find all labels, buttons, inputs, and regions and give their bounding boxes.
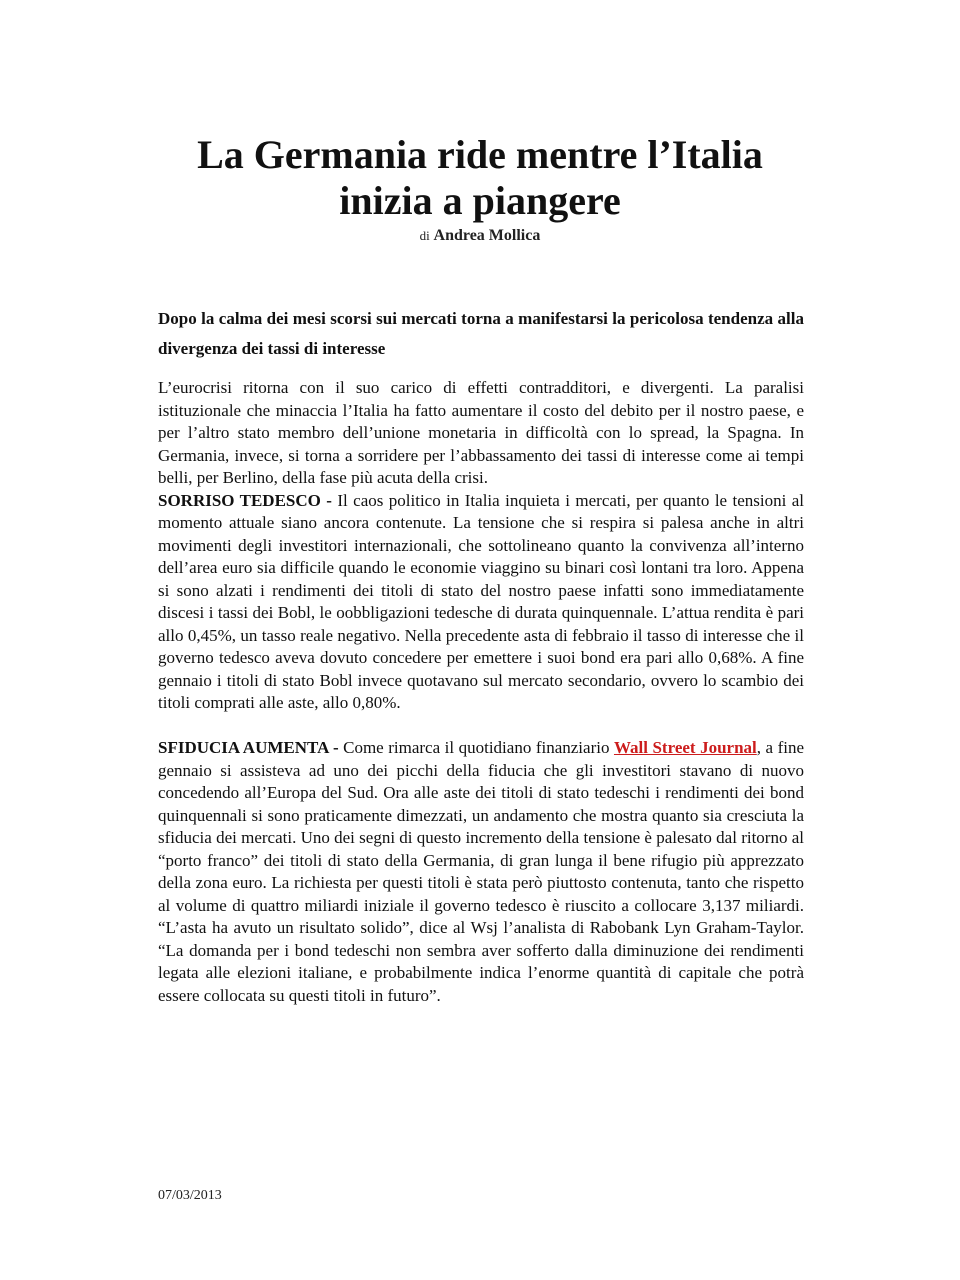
section-sorriso-tedesco	[158, 490, 804, 715]
intro-paragraph: L’eurocrisi ritorna con il suo carico di effetti contradditori, e divergenti. La paralisi istituzionale che minaccia l’Italia ha fatto aumentare il costo del debito per il nostro paese, e per l’altro stato membro dell’unione monetaria in difficoltà con lo spread, la Spagna. In Germania, invece, si torna a sorridere per l’abbassamento dei tassi di interesse come ai tempi belli, per Berlino, della fase più acuta della crisi.	[158, 378, 804, 487]
article-title-line-2: inizia a piangere	[339, 178, 621, 223]
document-date: 07/03/2013	[158, 1188, 222, 1203]
byline-prefix: di	[419, 228, 430, 243]
section-text-sorriso-tedesco: Il caos politico in Italia inquieta i mercati, per quanto le tensioni al momento attuale siano ancora contenute. La tensione che si respira si palesa anche in altri movimenti degli investitori internazionali, che sottolineano quanto la convivenza all’interno dell’area euro sia difficile quando le economie viaggino su binari così lontani tra loro. Appena si sono alzati i rendimenti dei titoli di stato del nostro paese infatti sono immediatamente discesi i tassi dei Bobl, le oobbligazioni tedesche di durata quinquennale. L’attua rendita è pari allo 0,45%, un tasso reale negativo. Nella precedente asta di febbraio il tasso di interesse che il governo tedesco aveva dovuto concedere per emettere i suoi bond era pari allo 0,68%. A fine gennaio i titoli di stato Bobl invece quotavano sul mercato secondario, ovvero lo scambio dei titoli comprati alle aste, allo 0,80%.	[158, 490, 805, 712]
section-intro-sfiducia-aumenta: Come rimarca il quotidiano finanziario	[343, 738, 610, 757]
section-heading-sorriso-tedesco: SORRISO TEDESCO -	[158, 490, 332, 510]
section-heading-sfiducia-aumenta: SFIDUCIA AUMENTA -	[158, 738, 339, 757]
byline	[0, 227, 960, 245]
author-name: Andrea Mollica	[433, 227, 541, 244]
section-text-sfiducia-aumenta: , a fine gennaio si assisteva ad uno dei picchi della fiducia che gli investitori stavano di nuovo concedendo all’Europa del Sud. Ora alle aste dei titoli di stato tedeschi i rendimenti dei bond quinquennali si sono praticamente dimezzati, un andamento che mostra quanto sia cresciuta la sfiducia dei mercati. Uno dei segni di questo incremento della tensione è palesato dal ritorno al “porto franco” dei titoli di stato della Germania, di gran lunga il bene rifugio più apprezzato della zona euro. La richiesta per questi titoli è stata però piuttosto contenuta, tanto che rispetto al volume di quattro miliardi iniziale il governo tedesco è riuscito a collocare 3,137 miliardi. “L’asta ha avuto un risultato solido”, dice al Wsj l’analista di Rabobank Lyn Graham-Taylor. “La domanda per i bond tedeschi non sembra aver sofferto dalla diminuzione dei rendimenti legata alle elezioni italiane, e probabilmente indica l’enorme quantità di capitale che potrà essere collocata su questi titoli in futuro”.	[158, 738, 805, 1005]
article-title	[120, 132, 840, 224]
article-subtitle: Dopo la calma dei mesi scorsi sui mercati torna a manifestarsi la pericolosa tendenza alla divergenza dei tassi di interesse	[158, 309, 804, 358]
wall-street-journal-link[interactable]: Wall Street Journal	[613, 738, 757, 757]
section-sfiducia-aumenta	[158, 737, 804, 1007]
article-body	[158, 377, 804, 1007]
article-title-line-1: La Germania ride mentre l’Italia	[197, 132, 763, 177]
